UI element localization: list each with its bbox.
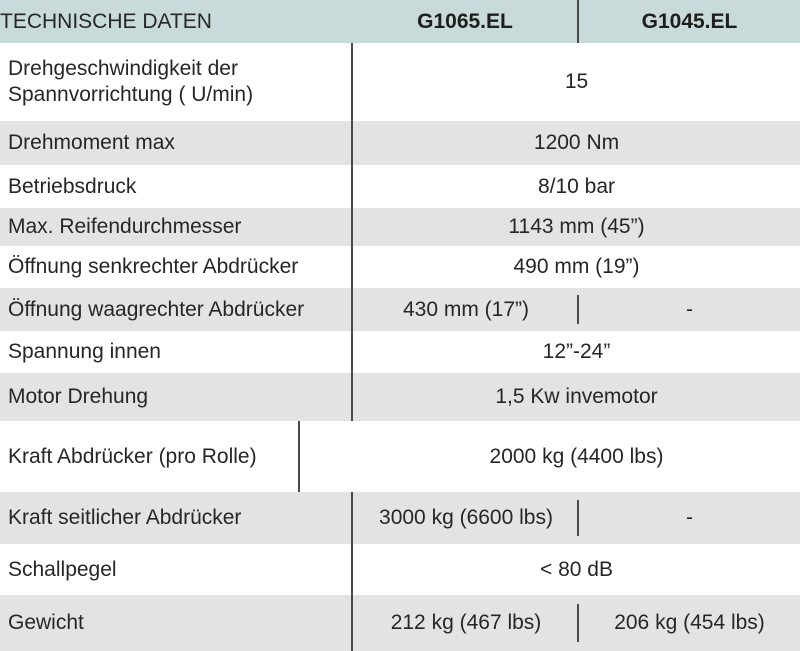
row-value: 1143 mm (45”) xyxy=(353,208,800,246)
row-value-g1065el: 212 kg (467 lbs) xyxy=(353,595,579,651)
row-value: 490 mm (19”) xyxy=(353,246,800,288)
row-value: 12”-24” xyxy=(353,331,800,373)
row-label: Öffnung senkrechter Abdrücker xyxy=(0,246,353,288)
row-value: 2000 kg (4400 lbs) xyxy=(353,421,800,492)
row-value-g1045el: - xyxy=(579,288,800,331)
row-label: Gewicht xyxy=(0,595,353,651)
row-value: < 80 dB xyxy=(353,544,800,595)
row-value: 8/10 bar xyxy=(353,165,800,208)
row-label: Spannung innen xyxy=(0,331,353,373)
row-value: 1,5 Kw invemotor xyxy=(353,373,800,421)
row-value-g1065el: 3000 kg (6600 lbs) xyxy=(353,492,579,544)
model-name: G1065.EL xyxy=(417,9,513,33)
row-label: Schallpegel xyxy=(0,544,353,595)
model-header-g1045el xyxy=(579,0,800,43)
model-header-g1065el xyxy=(353,0,579,43)
row-label: Drehmoment max xyxy=(0,121,353,165)
table-title-text: TECHNISCHE DATEN xyxy=(0,9,212,33)
row-value-g1045el: 206 kg (454 lbs) xyxy=(579,595,800,651)
table-title xyxy=(0,0,353,43)
row-value-g1045el: - xyxy=(579,492,800,544)
row-value: 1200 Nm xyxy=(353,121,800,165)
row-label: Motor Drehung xyxy=(0,373,353,421)
row-label: Betriebsdruck xyxy=(0,165,353,208)
row-label: Öffnung waagrechter Abdrücker xyxy=(0,288,353,331)
row-label: Kraft Abdrücker (pro Rolle) xyxy=(0,421,300,492)
row-label: Drehgeschwindigkeit der Spannvorrichtung ( U/min) xyxy=(0,43,353,121)
model-name: G1045.EL xyxy=(641,9,738,33)
row-label: Kraft seitlicher Abdrücker xyxy=(0,492,353,544)
row-label: Max. Reifendurchmesser xyxy=(0,208,353,246)
row-value: 15 xyxy=(353,43,800,121)
row-value-g1065el: 430 mm (17”) xyxy=(353,288,579,331)
